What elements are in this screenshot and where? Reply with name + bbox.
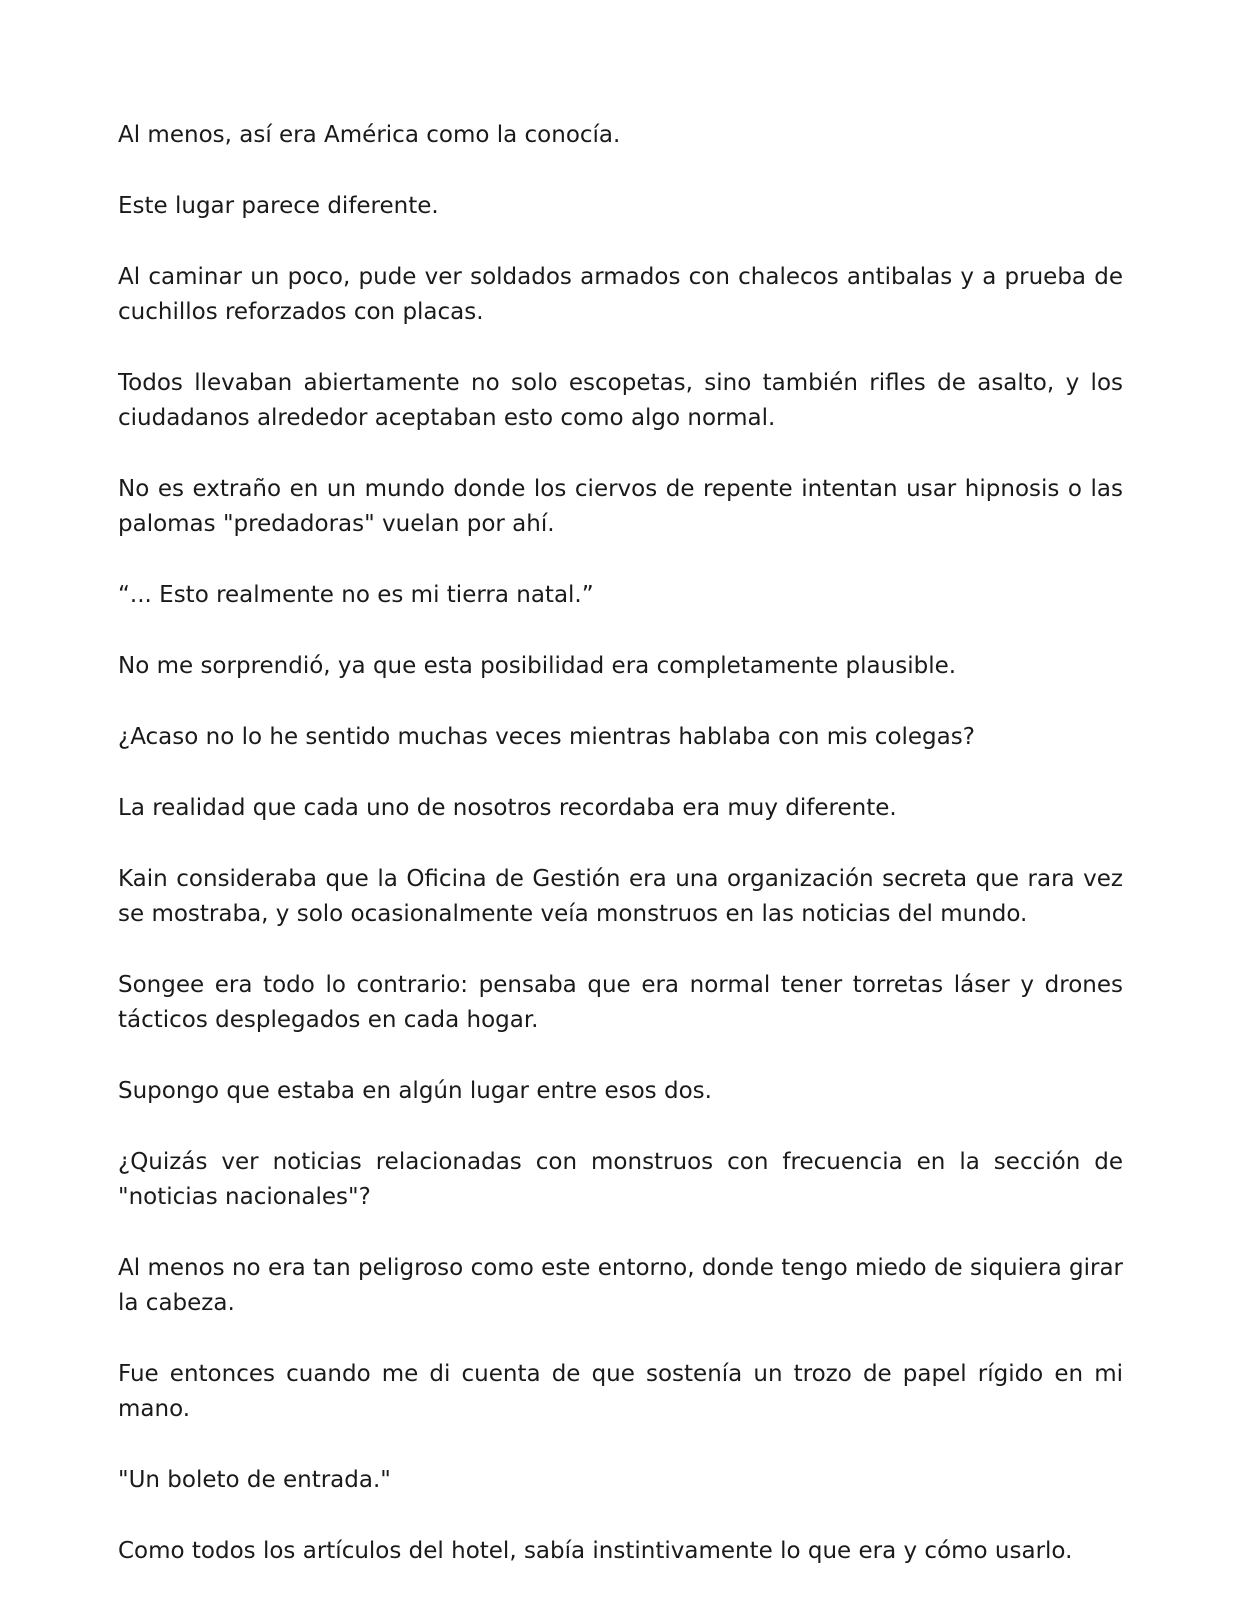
paragraph-7: No me sorprendió, ya que esta posibilidad era completamente plausible. bbox=[118, 653, 957, 679]
paragraph-5: No es extraño en un mundo donde los ciervos de repente intentan usar hipnosis o las palomas "predadoras" vuelan por ahí. bbox=[118, 476, 1123, 537]
paragraph-13: ¿Quizás ver noticias relacionadas con monstruos con frecuencia en la sección de "noticias nacionales"? bbox=[118, 1149, 1123, 1210]
paragraph-8: ¿Acaso no lo he sentido muchas veces mientras hablaba con mis colegas? bbox=[118, 724, 975, 750]
paragraph-3: Al caminar un poco, pude ver soldados armados con chalecos antibalas y a prueba de cuchillos reforzados con placas. bbox=[118, 264, 1123, 325]
paragraph-1: Al menos, así era América como la conocía. bbox=[118, 122, 621, 148]
paragraph-17: Como todos los artículos del hotel, sabía instintivamente lo que era y cómo usarlo. bbox=[118, 1538, 1073, 1564]
document-body bbox=[118, 118, 1123, 1569]
paragraph-4: Todos llevaban abiertamente no solo escopetas, sino también rifles de asalto, y los ciudadanos alrededor aceptaban esto como algo normal. bbox=[118, 370, 1123, 431]
paragraph-9: La realidad que cada uno de nosotros recordaba era muy diferente. bbox=[118, 795, 897, 821]
paragraph-12: Supongo que estaba en algún lugar entre esos dos. bbox=[118, 1078, 712, 1104]
paragraph-6: “... Esto realmente no es mi tierra natal.” bbox=[118, 582, 594, 608]
paragraph-2: Este lugar parece diferente. bbox=[118, 193, 439, 219]
paragraph-15: Fue entonces cuando me di cuenta de que sostenía un trozo de papel rígido en mi mano. bbox=[118, 1361, 1123, 1422]
paragraph-14: Al menos no era tan peligroso como este entorno, donde tengo miedo de siquiera girar la cabeza. bbox=[118, 1255, 1123, 1316]
paragraph-10: Kain consideraba que la Oficina de Gestión era una organización secreta que rara vez se mostraba, y solo ocasionalmente veía monstruos en las noticias del mundo. bbox=[118, 866, 1123, 927]
paragraph-16: "Un boleto de entrada." bbox=[118, 1467, 391, 1493]
paragraph-11: Songee era todo lo contrario: pensaba que era normal tener torretas láser y drones tácticos desplegados en cada hogar. bbox=[118, 972, 1123, 1033]
